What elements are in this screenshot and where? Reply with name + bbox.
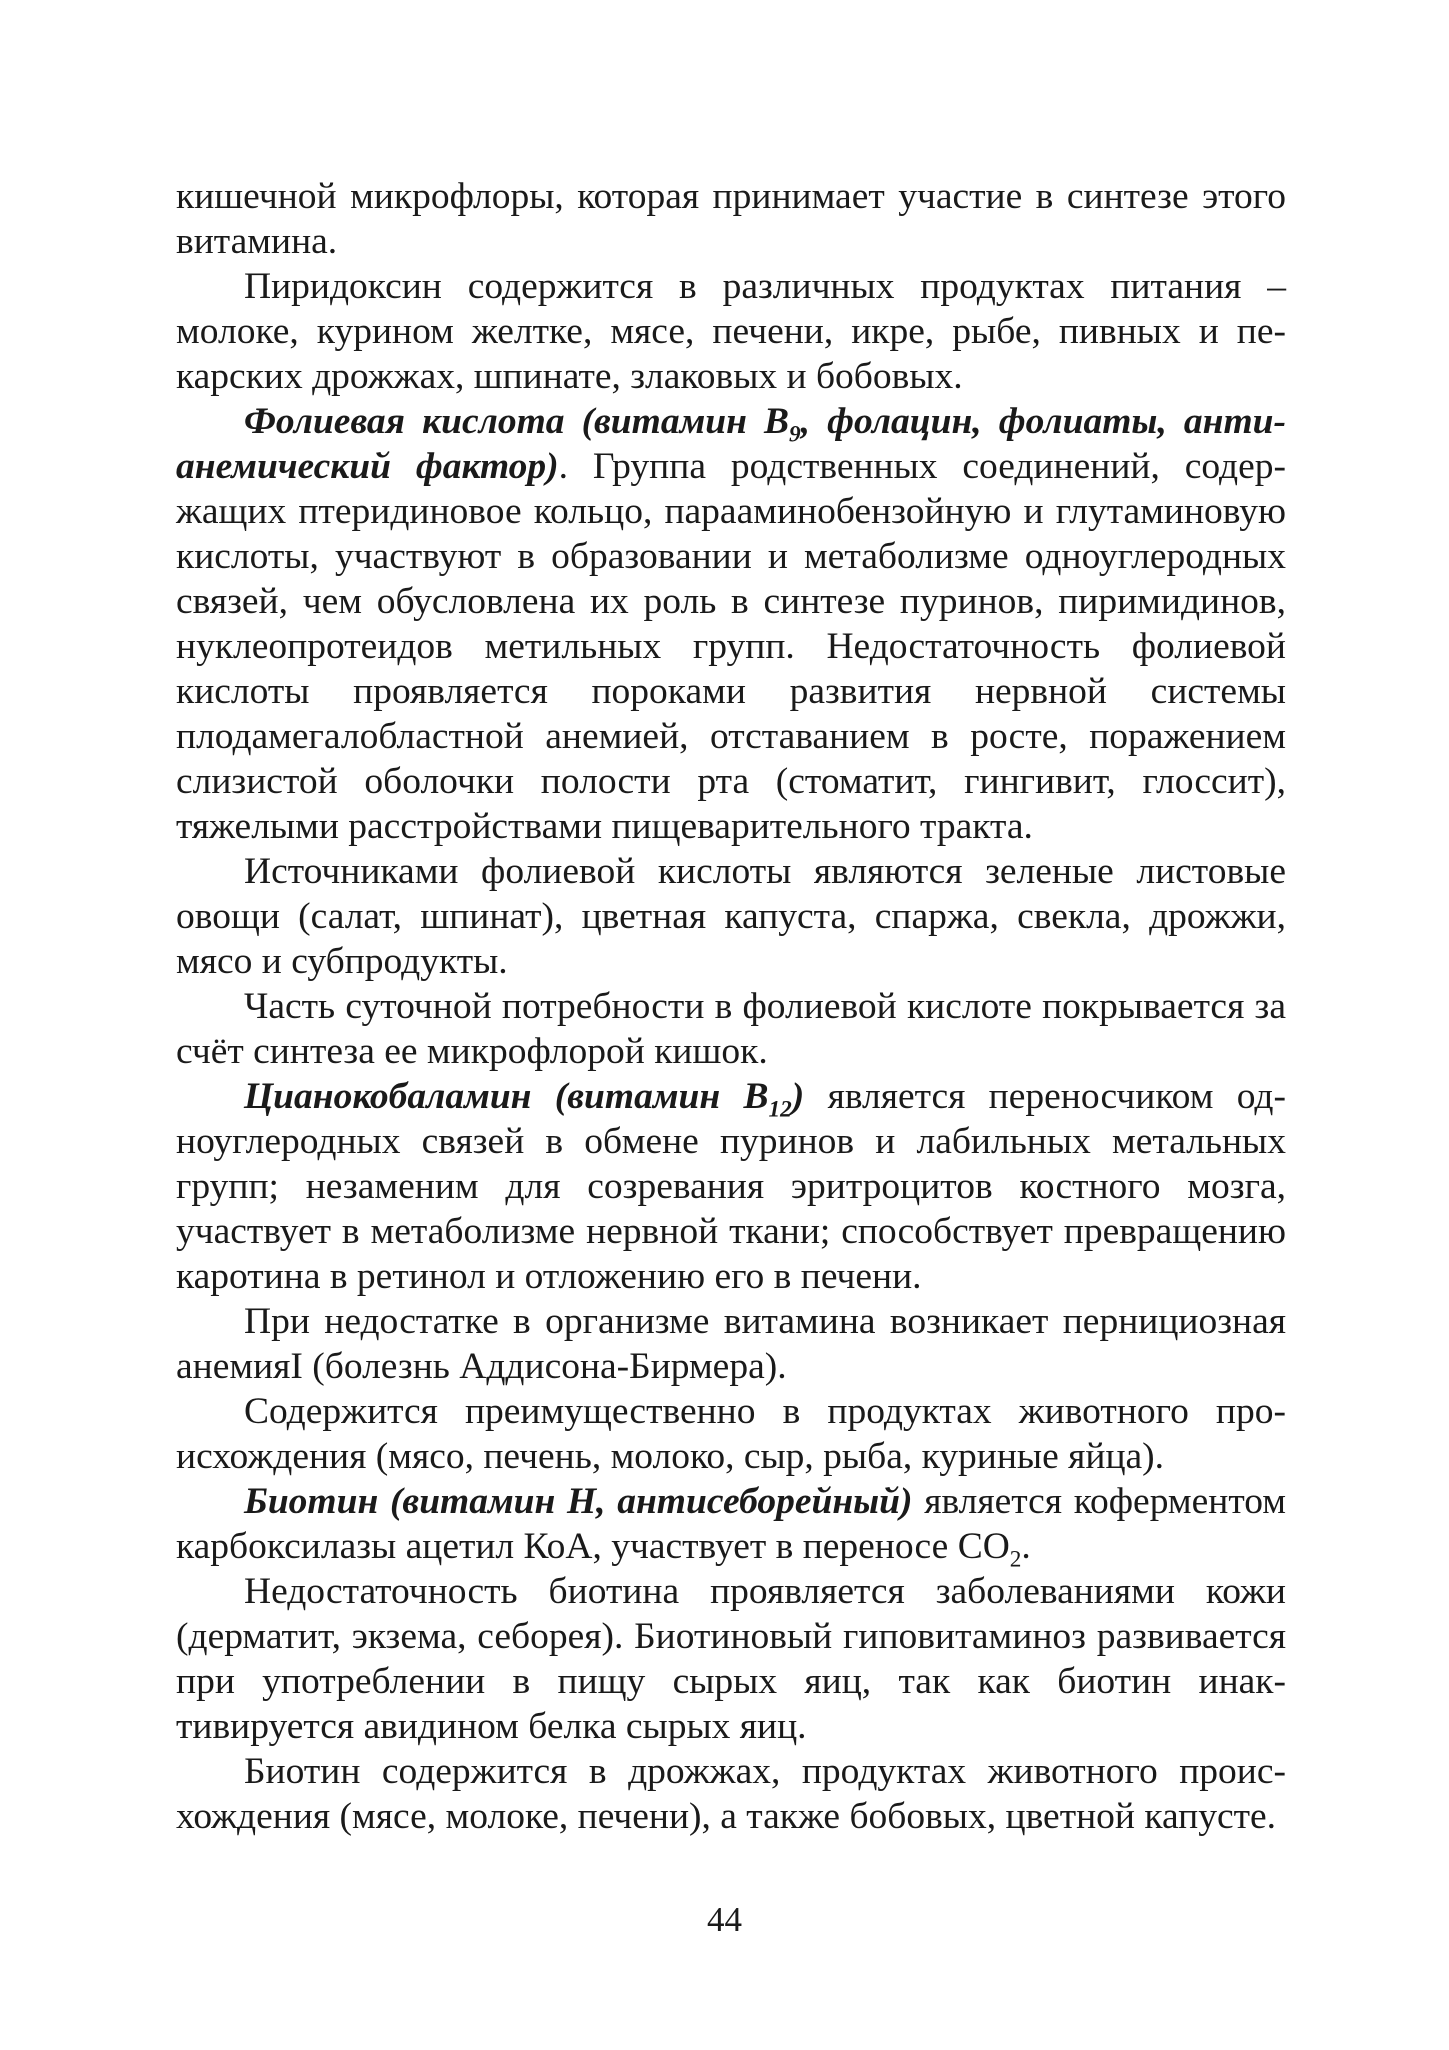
paragraph-text: Часть суточной потребности в фолиевой кислоте покрывается за счёт синтеза ее микрофлорой кишок. xyxy=(176,986,1286,1072)
paragraph-biotin-deficiency xyxy=(176,1569,1286,1749)
paragraph-text: . Группа родственных соединений, содержащих птеридиновое кольцо, парааминобензойную и глутаминовую кислоты, участвуют в образовании и метаболизме одноуглеродных связей, чем обусловлена их роль в синтезе пуринов, пиримидинов, нуклеопротеидов метильных групп. Недостаточность фолиевой кислоты проявляется пороками развития нервной системы плодамегалобластной анемией, отставанием в росте, поражением слизистой оболочки полости рта (стоматит, гингивит, глоссит), тяжелыми расстройствами пищеварительного тракта. xyxy=(176,446,1286,847)
paragraph-text: Биотин содержится в дрожжах, продуктах животного происхождения (мясе, молоке, печени), а также бобовых, цветной капусте. xyxy=(176,1751,1286,1837)
paragraph-text: Содержится преимущественно в продуктах животного происхождения (мясо, печень, молоко, сыр, рыба, куриные яйца). xyxy=(176,1391,1286,1477)
paragraph-biotin xyxy=(176,1479,1286,1573)
paragraph-text: кишечной микрофлоры, которая принимает участие в синтезе этого витамина. xyxy=(176,176,1286,262)
paragraph-folic-acid-sources xyxy=(176,849,1286,984)
paragraph-text: Недостаточность биотина проявляется заболеваниями кожи (дерматит, экзема, себорея). Биотиновый гиповитаминоз развивается при употреблении в пищу сырых яиц, так как биотин инактивируется авидином белка сырых яиц. xyxy=(176,1571,1286,1747)
paragraph-term-folic-acid: Фолиевая кислота (витамин $B_9$, фолацин, фолиаты, антианемический фактор) xyxy=(176,401,1286,487)
paragraph-b12-sources xyxy=(176,1389,1286,1479)
paragraph-text: При недостатке в организме витамина возникает пернициозная анемияI (болезнь Аддисона-Бирмера). xyxy=(176,1301,1286,1387)
paragraph-text: Пиридоксин содержится в различных продуктах питания – молоке, курином желтке, мясе, печени, икре, рыбе, пивных и пекарских дрожжах, шпинате, злаковых и бобовых. xyxy=(176,266,1286,397)
paragraph-term-biotin: Биотин (витамин H, антисеборейный) xyxy=(244,1481,913,1522)
paragraph-folic-acid xyxy=(176,399,1286,849)
paragraph-cyanocobalamin xyxy=(176,1074,1286,1299)
paragraph-biotin-sources xyxy=(176,1749,1286,1839)
paragraph-text: является коферментом карбоксилазы ацетил КоА, участвует в переносе $CO_2$. xyxy=(176,1481,1286,1573)
paragraph-text: является переносчиком одноуглеродных связей в обмене пуринов и лабильных метальных групп; незаменим для созревания эритроцитов костного мозга, участвует в метаболизме нервной ткани; способствует превращению каротина в ретинол и отложению его в печени. xyxy=(176,1076,1287,1297)
paragraph-folic-acid-synthesis xyxy=(176,984,1286,1074)
page-body xyxy=(176,174,1286,1839)
paragraph-continuation xyxy=(176,174,1286,264)
page-number: 44 xyxy=(707,1900,742,1939)
paragraph-term-cyanocobalamin: Цианокобаламин (витамин $B_{12}$) xyxy=(244,1076,805,1123)
paragraph-text: Источниками фолиевой кислоты являются зеленые листовые овощи (салат, шпинат), цветная капуста, спаржа, свекла, дрожжи, мясо и субпродукты. xyxy=(176,851,1286,982)
paragraph-b12-deficiency xyxy=(176,1299,1286,1389)
paragraph-pyridoxine-sources xyxy=(176,264,1286,399)
